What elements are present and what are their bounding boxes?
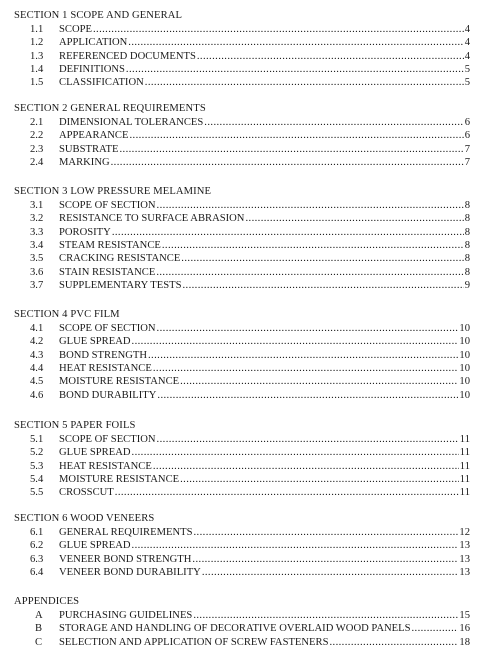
toc-entry[interactable] (0, 77, 496, 89)
entry-title: GLUE SPREAD (59, 540, 131, 552)
toc-entry[interactable] (0, 363, 496, 375)
entry-number: 2.2 (30, 130, 44, 142)
page-number: 5 (464, 63, 470, 75)
page-number: 8 (464, 253, 470, 265)
toc-entry[interactable] (0, 200, 496, 212)
page-number: 7 (464, 156, 470, 168)
dot-leader (197, 51, 464, 63)
entry-number: 5.4 (30, 473, 44, 485)
toc-entry[interactable] (0, 540, 496, 552)
entry-number: B (35, 623, 43, 635)
entry-number: 6.2 (30, 540, 44, 552)
dot-leader (157, 390, 458, 402)
entry-number: A (35, 609, 43, 621)
entry-title: SCOPE (59, 23, 92, 35)
entry-row (59, 390, 470, 402)
page-number: 8 (464, 266, 470, 278)
toc-entry[interactable] (0, 447, 496, 459)
toc-entry[interactable] (0, 567, 496, 579)
entry-row (59, 540, 470, 552)
page-number: 9 (464, 280, 470, 292)
entry-row (59, 200, 470, 212)
page-number: 11 (459, 447, 470, 459)
section-heading: SECTION 4 PVC FILM (14, 309, 120, 320)
entry-row (59, 474, 470, 486)
toc-entry[interactable] (0, 434, 496, 446)
page-number: 8 (464, 226, 470, 238)
toc-entry[interactable] (0, 144, 496, 156)
entry-row (59, 227, 470, 239)
toc-entry[interactable] (0, 117, 496, 129)
dot-leader (148, 350, 458, 362)
entry-row (59, 144, 470, 156)
entry-row (59, 157, 470, 169)
dot-leader (192, 554, 458, 566)
entry-number: 3.7 (30, 280, 44, 292)
dot-leader (157, 323, 459, 335)
entry-title: STAIN RESISTANCE (59, 266, 156, 278)
entry-row (59, 51, 470, 63)
dot-leader (162, 240, 464, 252)
toc-entry[interactable] (0, 51, 496, 63)
toc-entry[interactable] (0, 157, 496, 169)
page-number: 7 (464, 143, 470, 155)
page-number: 13 (459, 553, 470, 565)
entry-number: 4.4 (30, 362, 44, 374)
dot-leader (112, 227, 464, 239)
page-number: 11 (459, 473, 470, 485)
entry-row (59, 130, 470, 142)
toc-entry[interactable] (0, 390, 496, 402)
entry-number: 2.4 (30, 156, 44, 168)
entry-title: CROSSCUT (59, 487, 114, 499)
entry-number: 5.3 (30, 460, 44, 472)
entry-number: 6.1 (30, 526, 44, 538)
dot-leader (132, 540, 459, 552)
toc-entry[interactable] (0, 240, 496, 252)
entry-number: 4.3 (30, 349, 44, 361)
toc-entry[interactable] (0, 323, 496, 335)
page-number: 10 (459, 322, 470, 334)
entry-row (59, 461, 470, 473)
entry-title: POROSITY (59, 226, 111, 238)
entry-title: HEAT RESISTANCE (59, 460, 152, 472)
entry-row (59, 117, 470, 129)
dot-leader (411, 623, 458, 635)
entry-title: APPEARANCE (59, 130, 129, 142)
page-number: 13 (459, 566, 470, 578)
entry-number: 3.4 (30, 239, 44, 251)
entry-number: 3.2 (30, 213, 44, 225)
page-number: 11 (459, 460, 470, 472)
page-number: 4 (464, 50, 470, 62)
page-number: 10 (459, 362, 470, 374)
page-number: 6 (464, 130, 470, 142)
entry-number: 1.5 (30, 77, 44, 89)
dot-leader (182, 280, 463, 292)
entry-title: BOND STRENGTH (59, 349, 147, 361)
entry-number: 3.3 (30, 226, 44, 238)
entry-title: MARKING (59, 156, 110, 168)
entry-row (59, 37, 470, 49)
dot-leader (180, 474, 459, 486)
entry-row (59, 336, 470, 348)
entry-row (59, 24, 470, 36)
toc-entry[interactable] (0, 213, 496, 225)
entry-row (59, 434, 470, 446)
dot-leader (153, 461, 459, 473)
dot-leader (329, 637, 458, 649)
toc-entry[interactable] (0, 130, 496, 142)
entry-row (59, 623, 470, 635)
entry-title: APPLICATION (59, 37, 128, 49)
entry-number: 4.2 (30, 336, 44, 348)
section-heading: APPENDICES (14, 596, 80, 607)
toc-entry[interactable] (0, 461, 496, 473)
entry-number: 1.3 (30, 50, 44, 62)
entry-title: DIMENSIONAL TOLERANCES (59, 116, 204, 128)
toc-entry[interactable] (0, 376, 496, 388)
entry-title: PURCHASING GUIDELINES (59, 609, 193, 621)
entry-number: 4.5 (30, 376, 44, 388)
entry-row (59, 64, 470, 76)
entry-number: 6.4 (30, 566, 44, 578)
toc-entry[interactable] (0, 336, 496, 348)
page-number: 12 (459, 526, 470, 538)
entry-row (59, 567, 470, 579)
toc-entry[interactable] (0, 637, 496, 649)
entry-title: VENEER BOND DURABILITY (59, 566, 201, 578)
entry-title: REFERENCED DOCUMENTS (59, 50, 196, 62)
dot-leader (129, 130, 463, 142)
dot-leader (119, 144, 463, 156)
entry-row (59, 280, 470, 292)
entry-title: STEAM RESISTANCE (59, 239, 161, 251)
page-number: 10 (459, 389, 470, 401)
toc-entry[interactable] (0, 267, 496, 279)
entry-number: 3.1 (30, 199, 44, 211)
dot-leader (156, 267, 463, 279)
page-number: 18 (459, 636, 470, 648)
toc-entry[interactable] (0, 474, 496, 486)
entry-title: CRACKING RESISTANCE (59, 253, 181, 265)
dot-leader (111, 157, 464, 169)
page-number: 4 (464, 37, 470, 49)
page-number: 10 (459, 349, 470, 361)
dot-leader (180, 376, 458, 388)
entry-title: DEFINITIONS (59, 63, 125, 75)
dot-leader (145, 77, 464, 89)
entry-number: 5.2 (30, 447, 44, 459)
entry-number: 3.6 (30, 266, 44, 278)
dot-leader (157, 200, 464, 212)
dot-leader (157, 434, 459, 446)
section-heading: SECTION 1 SCOPE AND GENERAL (14, 10, 183, 21)
section-heading: SECTION 3 LOW PRESSURE MELAMINE (14, 186, 212, 197)
dot-leader (93, 24, 464, 36)
entry-title: GENERAL REQUIREMENTS (59, 526, 193, 538)
dot-leader (193, 610, 458, 622)
entry-number: 1.2 (30, 37, 44, 49)
toc-entry[interactable] (0, 37, 496, 49)
entry-row (59, 554, 470, 566)
dot-leader (202, 567, 459, 579)
entry-title: SCOPE OF SECTION (59, 322, 156, 334)
page-number: 8 (464, 239, 470, 251)
dot-leader (245, 213, 463, 225)
entry-title: RESISTANCE TO SURFACE ABRASION (59, 213, 245, 225)
entry-row (59, 323, 470, 335)
toc-entry[interactable] (0, 280, 496, 292)
entry-row (59, 610, 470, 622)
entry-number: 5.5 (30, 487, 44, 499)
entry-title: STORAGE AND HANDLING OF DECORATIVE OVERLAID WOOD PANELS (59, 623, 411, 635)
section-heading: SECTION 2 GENERAL REQUIREMENTS (14, 103, 206, 114)
page-number: 15 (459, 609, 470, 621)
entry-number: 1.4 (30, 63, 44, 75)
page-number: 8 (464, 213, 470, 225)
dot-leader (194, 527, 459, 539)
entry-row (59, 376, 470, 388)
dot-leader (128, 37, 463, 49)
entry-row (59, 240, 470, 252)
entry-number: 2.1 (30, 116, 44, 128)
entry-title: GLUE SPREAD (59, 336, 131, 348)
toc-entry[interactable] (0, 24, 496, 36)
toc-section (0, 596, 496, 650)
entry-title: SCOPE OF SECTION (59, 433, 156, 445)
entry-title: SUBSTRATE (59, 143, 119, 155)
entry-number: 3.5 (30, 253, 44, 265)
toc-entry[interactable] (0, 350, 496, 362)
section-heading: SECTION 6 WOOD VENEERS (14, 513, 155, 524)
page-number: 5 (464, 77, 470, 89)
entry-title: MOISTURE RESISTANCE (59, 473, 180, 485)
section-heading: SECTION 5 PAPER FOILS (14, 420, 136, 431)
entry-row (59, 350, 470, 362)
page-number: 16 (459, 623, 470, 635)
toc-entry[interactable] (0, 554, 496, 566)
entry-row (59, 253, 470, 265)
dot-leader (153, 363, 459, 375)
toc-entry[interactable] (0, 64, 496, 76)
page-number: 8 (464, 199, 470, 211)
toc-entry[interactable] (0, 487, 496, 499)
entry-row (59, 363, 470, 375)
toc-section (0, 186, 496, 294)
entry-title: HEAT RESISTANCE (59, 362, 152, 374)
dot-leader (132, 447, 459, 459)
entry-row (59, 487, 470, 499)
entry-row (59, 77, 470, 89)
entry-title: MOISTURE RESISTANCE (59, 376, 180, 388)
entry-number: 4.6 (30, 389, 44, 401)
entry-title: SELECTION AND APPLICATION OF SCREW FASTENERS (59, 636, 329, 648)
page-number: 11 (459, 487, 470, 499)
entry-title: VENEER BOND STRENGTH (59, 553, 192, 565)
entry-title: GLUE SPREAD (59, 447, 131, 459)
dot-leader (181, 253, 463, 265)
entry-number: 2.3 (30, 143, 44, 155)
entry-title: SUPPLEMENTARY TESTS (59, 280, 182, 292)
toc-section (0, 10, 496, 91)
dot-leader (132, 336, 459, 348)
entry-row (59, 267, 470, 279)
page-number: 6 (464, 116, 470, 128)
toc-section (0, 420, 496, 501)
toc-entry[interactable] (0, 623, 496, 635)
page-number: 10 (459, 336, 470, 348)
entry-title: CLASSIFICATION (59, 77, 144, 89)
toc-entry[interactable] (0, 253, 496, 265)
entry-number: 5.1 (30, 433, 44, 445)
dot-leader (204, 117, 463, 129)
dot-leader (126, 64, 464, 76)
dot-leader (115, 487, 459, 499)
entry-row (59, 637, 470, 649)
entry-number: 1.1 (30, 23, 44, 35)
page-number: 10 (459, 376, 470, 388)
entry-row (59, 527, 470, 539)
toc-entry[interactable] (0, 610, 496, 622)
toc-section (0, 309, 496, 403)
page-number: 13 (459, 540, 470, 552)
entry-row (59, 213, 470, 225)
page-number: 11 (459, 433, 470, 445)
entry-number: C (35, 636, 43, 648)
toc-section (0, 513, 496, 580)
page-number: 4 (464, 23, 470, 35)
entry-number: 4.1 (30, 322, 44, 334)
entry-number: 6.3 (30, 553, 44, 565)
toc-entry[interactable] (0, 227, 496, 239)
toc-entry[interactable] (0, 527, 496, 539)
entry-title: BOND DURABILITY (59, 389, 157, 401)
toc-section (0, 103, 496, 170)
entry-title: SCOPE OF SECTION (59, 199, 156, 211)
entry-row (59, 447, 470, 459)
